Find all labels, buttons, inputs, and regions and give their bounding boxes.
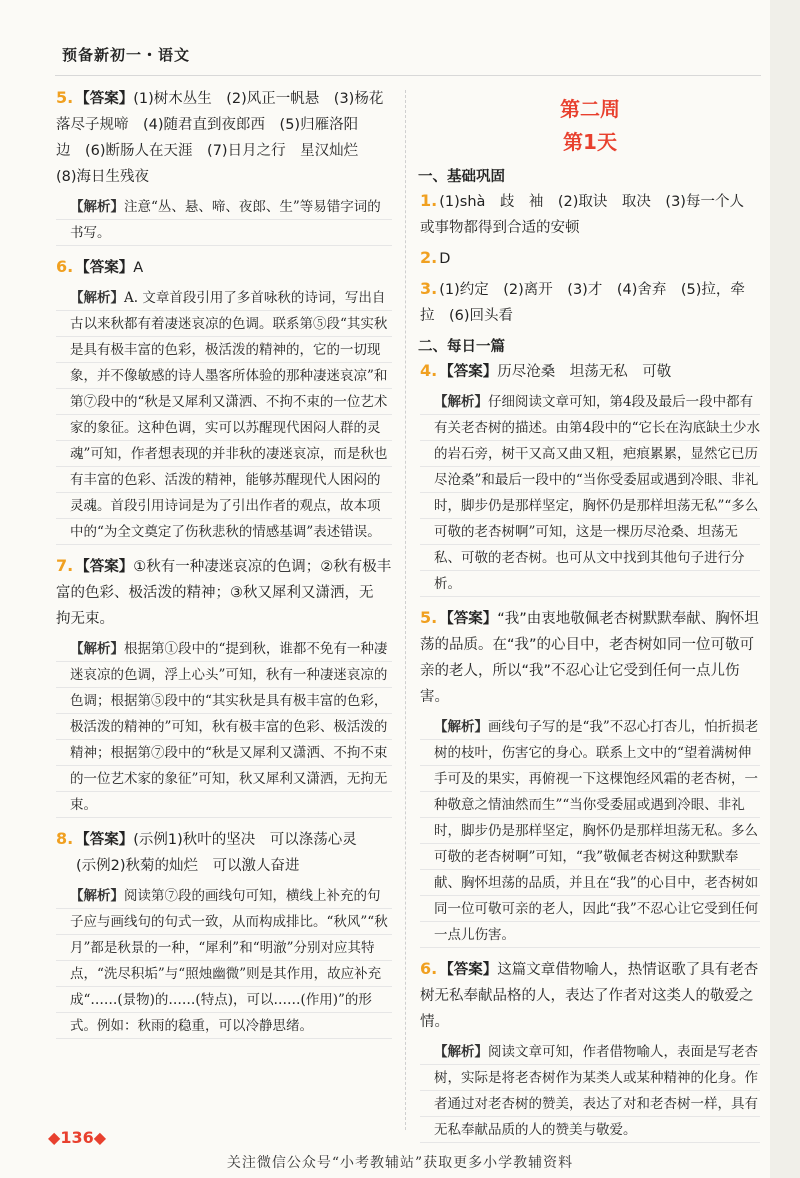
question-number: 7. xyxy=(56,556,74,575)
question-7 xyxy=(56,553,392,632)
question-8 xyxy=(56,826,392,879)
answer-text: (1)约定 (2)离开 (3)才 (4)舍弃 (5)拉，牵 xyxy=(439,282,745,298)
answer-text: 拉 (6)回头看 xyxy=(420,308,514,324)
section-title-basics: 一、基础巩固 xyxy=(418,169,505,185)
question-6 xyxy=(56,254,392,281)
answer-text: 这篇文章借物喻人，热情讴歌了具有老杏树无私奉献品格的人，表达了作者对这类人的敬爱之情。 xyxy=(420,962,759,1030)
column-divider xyxy=(405,90,406,1130)
question-2 xyxy=(420,245,760,272)
explanation-tag: 【解析】 xyxy=(70,290,124,306)
explanation-tag: 【解析】 xyxy=(434,1044,488,1060)
explanation-text: 画线句子写的是“我”不忍心打杏儿，怕折损老树的枝叶，伤害它的身心。联系上文中的“望着满树伸手可及的果实，再俯视一下这棵饱经风霜的老杏树，一种敬意之情油然而生”“当你受委屈或遇到冷眼、非礼时，脚步仍是那样坚定，胸怀仍是那样坦荡无私。多么可敬的老杏树啊”可知，“我”敬佩老杏树这种默默奉献、胸怀坦荡的品质，并且在“我”的心目中，老杏树如同一位可敬可亲的老人，因此“我”不忍心让它受到任何一点儿伤害。 xyxy=(434,719,759,943)
explanation-5 xyxy=(56,194,392,246)
explanation-tag: 【解析】 xyxy=(70,199,124,215)
page-edge-strip xyxy=(770,0,800,1178)
answer-tag: 【答案】 xyxy=(75,91,134,107)
question-5 xyxy=(56,85,392,190)
answer-text: 或事物都得到合适的安顿 xyxy=(420,220,580,236)
explanation-text: 根据第①段中的“提到秋，谁都不免有一种凄迷哀凉的色调，浮上心头”可知，秋有一种凄迷哀凉的色调；根据第⑤段中的“其实秋是具有极丰富的色彩，极活泼的精神的”可知，秋有极丰富的色彩、极活泼的精神；根据第⑦段中的“秋是又犀利又潇洒、不拘不束的一位艺术家的象征”可知，秋又犀利又潇洒，无拘无束。 xyxy=(70,641,388,813)
question-number: 6. xyxy=(420,959,438,978)
explanation-6-right xyxy=(420,1039,760,1143)
answer-text: ①秋有一种凄迷哀凉的色调；②秋有极丰 xyxy=(133,559,392,575)
question-number: 5. xyxy=(420,608,438,627)
footer-note: 关注微信公众号“小考教辅站”获取更多小学教辅资料 xyxy=(226,1155,574,1171)
question-number: 6. xyxy=(56,257,74,276)
question-4 xyxy=(420,358,760,385)
question-3 xyxy=(420,276,760,329)
header-title: 预备新初一・语文 xyxy=(62,46,191,64)
explanation-6 xyxy=(56,285,392,545)
answer-tag: 【答案】 xyxy=(75,260,134,276)
answer-text: 拘无束。 xyxy=(56,611,114,627)
answer-text: (1)shà 歧 袖 (2)取诀 取决 (3)每一个人 xyxy=(439,194,744,210)
answer-text: (8)海日生残夜 xyxy=(56,169,150,185)
section-title-daily-reading: 二、每日一篇 xyxy=(418,339,505,355)
answer-text: 落尽子规啼 (4)随君直到夜郎西 (5)归雁洛阳 xyxy=(56,117,359,133)
answer-text: (示例1)秋叶的坚决 可以涤荡心灵 xyxy=(133,832,357,848)
header-rule xyxy=(55,75,761,76)
right-column xyxy=(420,85,760,1151)
answer-tag: 【答案】 xyxy=(439,611,498,627)
left-column xyxy=(56,85,392,1047)
explanation-text: 阅读第⑦段的画线句可知，横线上补充的句子应与画线句的句式一致，从而构成排比。“秋风”“秋月”都是秋景的一种，“犀利”和“明澈”分别对应其特点，“洗尽积垢”与“照烛幽微”则是其作用，故应补充成“……(景物)的……(特点)，可以……(作用)”的形式。例如：秋雨的稳重，可以冷静思绪。 xyxy=(70,888,388,1034)
question-5-right xyxy=(420,605,760,710)
day-title: 第1天 xyxy=(563,130,617,154)
explanation-text: 仔细阅读文章可知，第4段及最后一段中都有有关老杏树的描述。由第4段中的“它长在沟底缺土少水的岩石旁，树干又高又曲又粗，疤痕累累，显然它已历尽沧桑”和最后一段中的“当你受委屈或遇到冷眼、非礼时，脚步仍是那样坚定，胸怀仍是那样坦荡无私”“多么可敬的老杏树啊”可知，这是一棵历尽沧桑、坦荡无私、可敬的老杏树。也可从文中找到其他句子进行分析。 xyxy=(434,394,760,592)
answer-text: 历尽沧桑 坦荡无私 可敬 xyxy=(497,364,672,380)
question-number: 8. xyxy=(56,829,74,848)
week-title: 第二周 xyxy=(560,97,620,121)
explanation-8 xyxy=(56,883,392,1039)
explanation-tag: 【解析】 xyxy=(70,641,124,657)
book-header xyxy=(0,0,800,75)
answer-tag: 【答案】 xyxy=(439,364,498,380)
page-number: ◆136◆ xyxy=(48,1128,107,1147)
answer-text: A xyxy=(133,260,144,276)
answer-tag: 【答案】 xyxy=(75,559,134,575)
question-number: 3. xyxy=(420,279,438,298)
explanation-tag: 【解析】 xyxy=(70,888,124,904)
explanation-text: 阅读文章可知，作者借物喻人，表面是写老杏树，实际是将老杏树作为某类人或某种精神的化身。作者通过对老杏树的赞美，表达了对和老杏树一样，具有无私奉献品质的人的赞美与敬爱。 xyxy=(434,1044,758,1138)
explanation-tag: 【解析】 xyxy=(434,719,488,735)
explanation-5-right xyxy=(420,714,760,948)
question-1 xyxy=(420,188,760,241)
answer-text: (1)树木丛生 (2)风正一帆悬 (3)杨花 xyxy=(133,91,384,107)
question-6-right xyxy=(420,956,760,1035)
answer-tag: 【答案】 xyxy=(75,832,134,848)
question-number: 2. xyxy=(420,248,438,267)
question-number: 4. xyxy=(420,361,438,380)
explanation-7 xyxy=(56,636,392,818)
question-number: 5. xyxy=(56,88,74,107)
question-number: 1. xyxy=(420,191,438,210)
answer-text: (示例2)秋菊的灿烂 可以激人奋进 xyxy=(76,858,300,874)
answer-tag: 【答案】 xyxy=(439,962,498,978)
page-number-text: 136 xyxy=(60,1128,94,1147)
answer-text: 富的色彩、极活泼的精神；③秋又犀利又潇洒，无 xyxy=(56,585,374,601)
answer-text: 边 (6)断肠人在天涯 (7)日月之行 星汉灿烂 xyxy=(56,143,359,159)
explanation-4 xyxy=(420,389,760,597)
explanation-text: A. 文章首段引用了多首咏秋的诗词，写出自古以来秋都有着凄迷哀凉的色调。联系第⑤段“其实秋是具有极丰富的色彩，极活泼的精神的，它的一切现象，并不像敏感的诗人墨客所体验的那种凄迷哀凉”和第⑦段中的“秋是又犀利又潇洒、不拘不束的一位艺术家的象征。这种色调，实可以苏醒现代困闷人群的灵魂”可知，作者想表现的并非秋的凄迷哀凉，而是秋也有丰富的色彩、活泼的精神，能够苏醒现代人困闷的灵魂。首段引用诗词是为了引出作者的观点，故本项中的“为全文奠定了伤秋悲秋的情感基调”表述错误。 xyxy=(70,290,388,540)
explanation-text: 注意“丛、悬、啼、夜郎、生”等易错字词的书写。 xyxy=(70,199,381,241)
answer-text: D xyxy=(439,251,451,267)
answer-text: “我”由衷地敬佩老杏树默默奉献、胸怀坦荡的品质。在“我”的心目中，老杏树如同一位可敬可亲的老人，所以“我”不忍心让它受到任何一点儿伤害。 xyxy=(420,611,759,705)
explanation-tag: 【解析】 xyxy=(434,394,488,410)
